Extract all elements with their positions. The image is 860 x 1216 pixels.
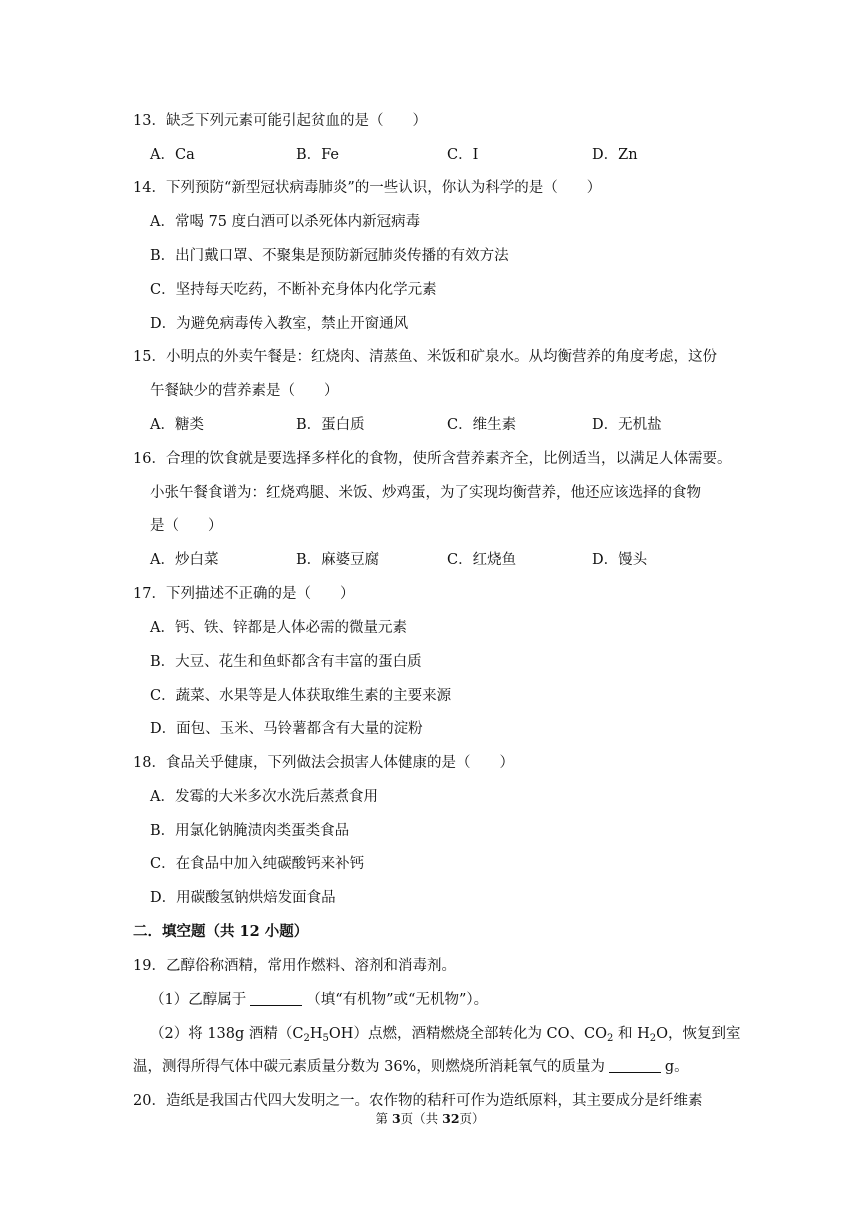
question-16-stem-line-3: 是（ ） (150, 518, 223, 534)
option-a: A．糖类 (150, 417, 204, 433)
option-a: A．Ca (150, 147, 195, 163)
option-c: C．维生素 (447, 417, 517, 433)
question-16-options (150, 550, 710, 570)
option-b: B．蛋白质 (296, 417, 365, 433)
option-d: D．馒头 (592, 552, 648, 568)
question-17-option-a: A．钙、铁、锌都是人体必需的微量元素 (150, 620, 407, 636)
question-14-option-b: B．出门戴口罩、不聚集是预防新冠肺炎传播的有效方法 (150, 248, 509, 264)
text-segment: OH）点燃，酒精燃烧全部转化为 CO、CO (328, 1026, 608, 1042)
question-17-option-d: D．面包、玉米、马铃薯都含有大量的淀粉 (150, 721, 423, 737)
question-18-option-a: A．发霉的大米多次水洗后蒸煮食用 (150, 789, 378, 805)
question-18-stem: 18．食品关乎健康，下列做法会损害人体健康的是（ ） (133, 755, 514, 771)
option-d: D．Zn (592, 147, 638, 163)
subscript: 5 (322, 1033, 329, 1044)
question-14-option-d: D．为避免病毒传入教室，禁止开窗通风 (150, 316, 409, 332)
question-15-stem-line-1: 15．小明点的外卖午餐是：红烧肉、清蒸鱼、米饭和矿泉水。从均衡营养的角度考虑，这份 (133, 349, 717, 365)
text-segment: 和 H (613, 1026, 650, 1042)
text-segment: O，恢复到室 (656, 1026, 741, 1042)
question-19-part-2-line-2 (133, 1057, 689, 1077)
text-segment: 温，测得所得气体中碳元素质量分数为 36%，则燃烧所消耗氧气的质量为 (133, 1059, 605, 1075)
question-13-stem: 13．缺乏下列元素可能引起贫血的是（ ） (133, 113, 427, 129)
part-1-suffix: （填“有机物”或“无机物”）。 (306, 992, 489, 1008)
subscript: 2 (607, 1033, 614, 1044)
option-d: D．无机盐 (592, 417, 662, 433)
option-b: B．Fe (296, 147, 340, 163)
option-a: A．炒白菜 (150, 552, 219, 568)
footer-text: 页（共 (400, 1111, 443, 1126)
question-19-part-2-line-1 (150, 1024, 741, 1044)
question-14-option-a: A．常喝 75 度白酒可以杀死体内新冠病毒 (150, 214, 421, 230)
question-13-options (150, 145, 710, 165)
question-15-options (150, 415, 710, 435)
text-segment: H (309, 1026, 323, 1042)
question-18-option-b: B．用氯化钠腌渍肉类蛋类食品 (150, 823, 350, 839)
question-17-option-b: B．大豆、花生和鱼虾都含有丰富的蛋白质 (150, 654, 422, 670)
question-20-stem: 20．造纸是我国古代四大发明之一。农作物的秸秆可作为造纸原料，其主要成分是纤维素 (133, 1093, 703, 1109)
question-17-option-c: C．蔬菜、水果等是人体获取维生素的主要来源 (150, 688, 452, 704)
question-19-part-1 (150, 990, 488, 1010)
question-18-option-d: D．用碳酸氢钠烘焙发面食品 (150, 890, 336, 906)
answer-blank (250, 991, 302, 1006)
footer-text: 第 (375, 1111, 392, 1126)
page-number: 3 (391, 1111, 401, 1126)
option-c: C．I (447, 147, 479, 163)
footer-text: 页） (459, 1111, 485, 1126)
page-footer (0, 1110, 860, 1128)
section-heading: 二．填空题（共 12 小题） (133, 923, 309, 940)
subscript: 2 (303, 1033, 310, 1044)
question-18-option-c: C．在食品中加入纯碳酸钙来补钙 (150, 856, 365, 872)
part-1-prefix: （1）乙醇属于 (150, 992, 247, 1008)
question-14-stem: 14．下列预防“新型冠状病毒肺炎”的一些认识，你认为科学的是（ ） (133, 180, 602, 196)
question-15-stem-line-2: 午餐缺少的营养素是（ ） (150, 383, 339, 399)
option-b: B．麻婆豆腐 (296, 552, 380, 568)
question-17-stem: 17．下列描述不正确的是（ ） (133, 586, 355, 602)
text-segment: g。 (664, 1059, 689, 1075)
answer-blank (609, 1058, 661, 1073)
total-pages: 32 (442, 1111, 460, 1126)
question-16-stem-line-1: 16．合理的饮食就是要选择多样化的食物，使所含营养素齐全，比例适当，以满足人体需要。 (133, 451, 732, 467)
question-14-option-c: C．坚持每天吃药，不断补充身体内化学元素 (150, 282, 437, 298)
text-segment: （2）将 138g 酒精（C (150, 1026, 304, 1042)
subscript: 2 (649, 1033, 657, 1044)
option-c: C．红烧鱼 (447, 552, 517, 568)
question-19-stem: 19．乙醇俗称酒精，常用作燃料、溶剂和消毒剂。 (133, 958, 456, 974)
question-16-stem-line-2: 小张午餐食谱为：红烧鸡腿、米饭、炒鸡蛋，为了实现均衡营养，他还应该选择的食物 (150, 485, 701, 501)
